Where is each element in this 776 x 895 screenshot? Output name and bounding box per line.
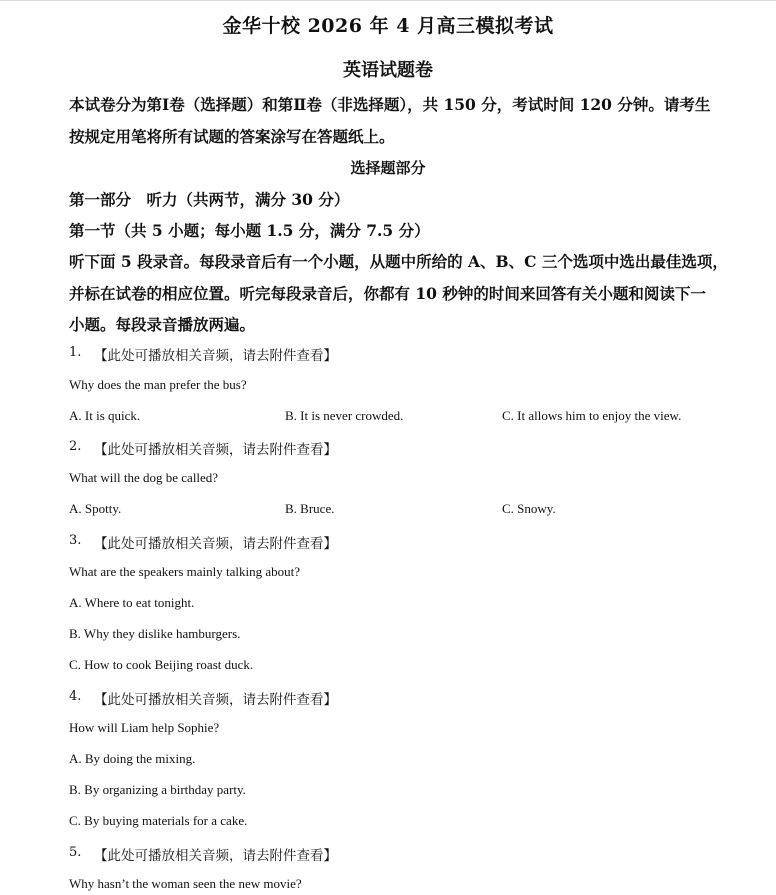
question-4-option-c: C. By buying materials for a cake. xyxy=(69,813,248,828)
question-5-number: 5. xyxy=(69,845,82,860)
exam-title: 金华十校 2026 年 4 月高三模拟考试 xyxy=(222,15,554,37)
question-3-text: What are the speakers mainly talking about? xyxy=(69,564,301,579)
question-1-number: 1. xyxy=(69,345,82,360)
section-title: 选择题部分 xyxy=(350,159,426,177)
question-4-option-b: B. By organizing a birthday party. xyxy=(69,782,246,797)
question-4-text: How will Liam help Sophie? xyxy=(69,720,220,735)
question-2-option-b: B. Bruce. xyxy=(285,501,335,516)
question-1-option-a: A. It is quick. xyxy=(69,408,141,423)
question-1-text: Why does the man prefer the bus? xyxy=(69,377,247,392)
question-2-number: 2. xyxy=(69,439,82,454)
part1-subsection: 第一节（共 5 小题；每小题 1.5 分，满分 7.5 分） xyxy=(69,221,430,240)
question-2-audio-placeholder[interactable]: 【此处可播放相关音频，请去附件查看】 xyxy=(94,442,337,458)
question-4-number: 4. xyxy=(69,689,82,704)
question-3-option-b: B. Why they dislike hamburgers. xyxy=(69,626,241,641)
intro-line-1: 本试卷分为第Ⅰ卷（选择题）和第Ⅱ卷（非选择题），共 150 分，考试时间 120 分钟。请考生 xyxy=(69,95,711,114)
question-1-audio-placeholder[interactable]: 【此处可播放相关音频，请去附件查看】 xyxy=(94,348,337,364)
intro-line-2: 按规定用笔将所有试题的答案涂写在答题纸上。 xyxy=(69,127,395,146)
instructions-line-3: 小题。每段录音播放两遍。 xyxy=(69,315,256,334)
question-2-option-a: A. Spotty. xyxy=(69,501,122,516)
part1-title: 第一部分 听力（共两节，满分 30 分） xyxy=(69,190,350,209)
question-3-number: 3. xyxy=(69,533,82,548)
question-4-audio-placeholder[interactable]: 【此处可播放相关音频，请去附件查看】 xyxy=(94,692,337,708)
question-2-text: What will the dog be called? xyxy=(69,470,219,485)
question-1-option-c: C. It allows him to enjoy the view. xyxy=(502,408,682,423)
instructions-line-1: 听下面 5 段录音。每段录音后有一个小题，从题中所给的 A、B、C 三个选项中选出最佳选项， xyxy=(69,252,728,271)
exam-subtitle: 英语试题卷 xyxy=(343,60,433,81)
question-2-option-c: C. Snowy. xyxy=(502,501,556,516)
question-3-option-a: A. Where to eat tonight. xyxy=(69,595,195,610)
question-5-audio-placeholder[interactable]: 【此处可播放相关音频，请去附件查看】 xyxy=(94,848,337,864)
question-1-option-b: B. It is never crowded. xyxy=(285,408,404,423)
question-3-option-c: C. How to cook Beijing roast duck. xyxy=(69,657,254,672)
question-4-option-a: A. By doing the mixing. xyxy=(69,751,196,766)
question-3-audio-placeholder[interactable]: 【此处可播放相关音频，请去附件查看】 xyxy=(94,536,337,552)
question-5-text: Why hasn’t the woman seen the new movie? xyxy=(69,876,302,891)
instructions-line-2: 并标在试卷的相应位置。听完每段录音后，你都有 10 秒钟的时间来回答有关小题和阅读下一 xyxy=(69,284,706,303)
